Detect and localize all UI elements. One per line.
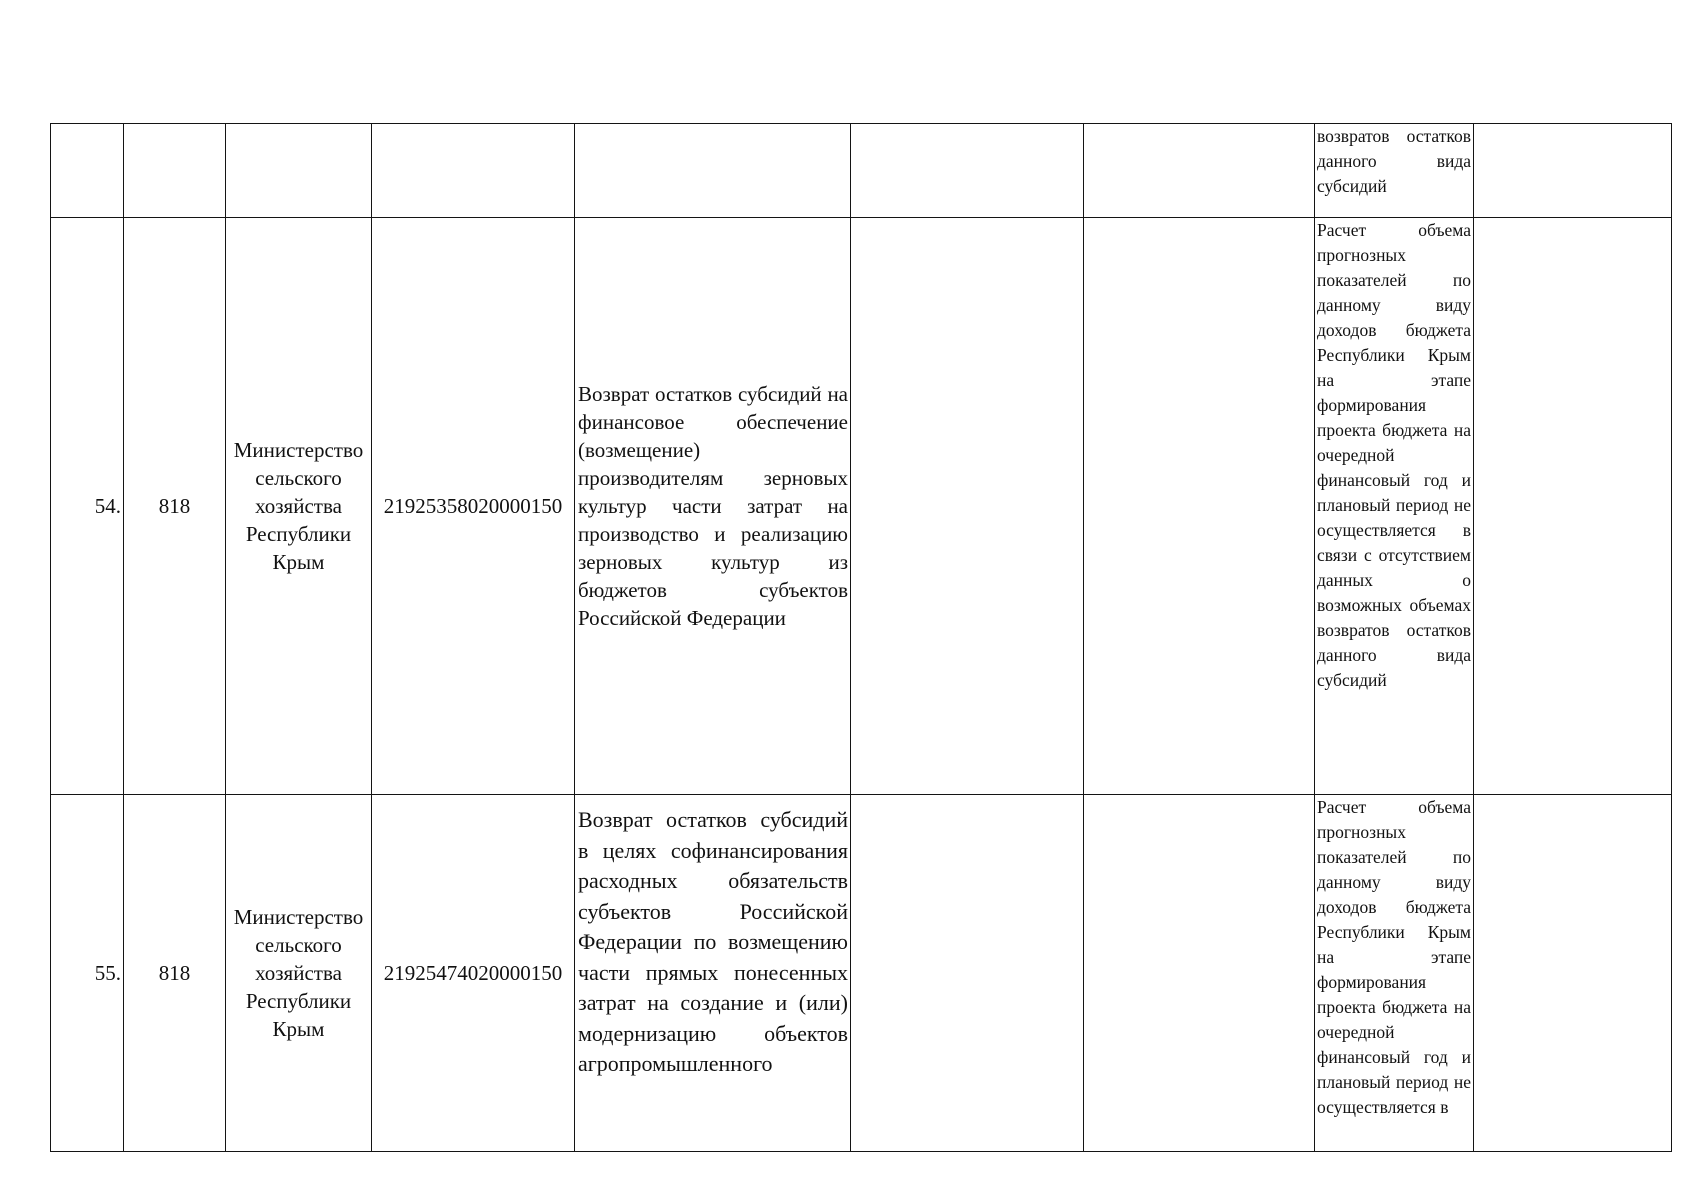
revenue-description-cell (575, 218, 851, 795)
empty-cell (1084, 218, 1315, 795)
administrator-name-cell: Министерство сельского хозяйства Республики Крым (226, 218, 372, 795)
table-row (51, 795, 1672, 1152)
revenue-forecast-table (50, 123, 1672, 1152)
admin-code-cell: 818 (124, 218, 226, 795)
budget-classification-code-cell: 21925358020000150 (372, 218, 575, 795)
revenue-description-cell (575, 124, 851, 218)
admin-code-cell: 818 (124, 795, 226, 1152)
revenue-description-text: Возврат остатков субсидий на финансовое обеспечение (возмещение) производителям зерновых культур части затрат на производство и реализацию зерновых культур из бюджетов субъектов Российской Федерации (578, 382, 848, 630)
revenue-description-text: Возврат остатков субсидий в целях софинансирования расходных обязательств субъектов Российской Федерации по возмещению части прямых понесенных затрат на создание и (или) модернизацию объектов агропромышленного (578, 807, 848, 1076)
table-row (51, 218, 1672, 795)
admin-code-cell (124, 124, 226, 218)
budget-classification-code-cell (372, 124, 575, 218)
empty-cell (1084, 124, 1315, 218)
empty-cell (851, 218, 1084, 795)
calculation-method-text: Расчет объема прогнозных показателей по данному виду доходов бюджета Республики Крым на этапе формирования проекта бюджета на очередной финансовый год и плановый период не осуществляется в связи с отсутствием данных о возможных объемах возвратов остатков данного вида субсидий (1317, 220, 1471, 690)
empty-cell (851, 795, 1084, 1152)
empty-cell (1474, 795, 1672, 1152)
row-number-cell (51, 124, 124, 218)
budget-classification-code-cell: 21925474020000150 (372, 795, 575, 1152)
row-number-cell: 54. (51, 218, 124, 795)
calculation-method-cell (1315, 218, 1474, 795)
administrator-name-cell: Министерство сельского хозяйства Республики Крым (226, 795, 372, 1152)
calculation-method-cell (1315, 124, 1474, 218)
calculation-method-text: возвратов остатков данного вида субсидий (1317, 126, 1471, 196)
row-number-cell: 55. (51, 795, 124, 1152)
revenue-description-cell (575, 795, 851, 1152)
administrator-name-cell (226, 124, 372, 218)
empty-cell (851, 124, 1084, 218)
empty-cell (1474, 218, 1672, 795)
table-row (51, 124, 1672, 218)
empty-cell (1474, 124, 1672, 218)
empty-cell (1084, 795, 1315, 1152)
calculation-method-cell (1315, 795, 1474, 1152)
calculation-method-text: Расчет объема прогнозных показателей по данному виду доходов бюджета Республики Крым на этапе формирования проекта бюджета на очередной финансовый год и плановый период не осуществляется в (1317, 797, 1471, 1117)
